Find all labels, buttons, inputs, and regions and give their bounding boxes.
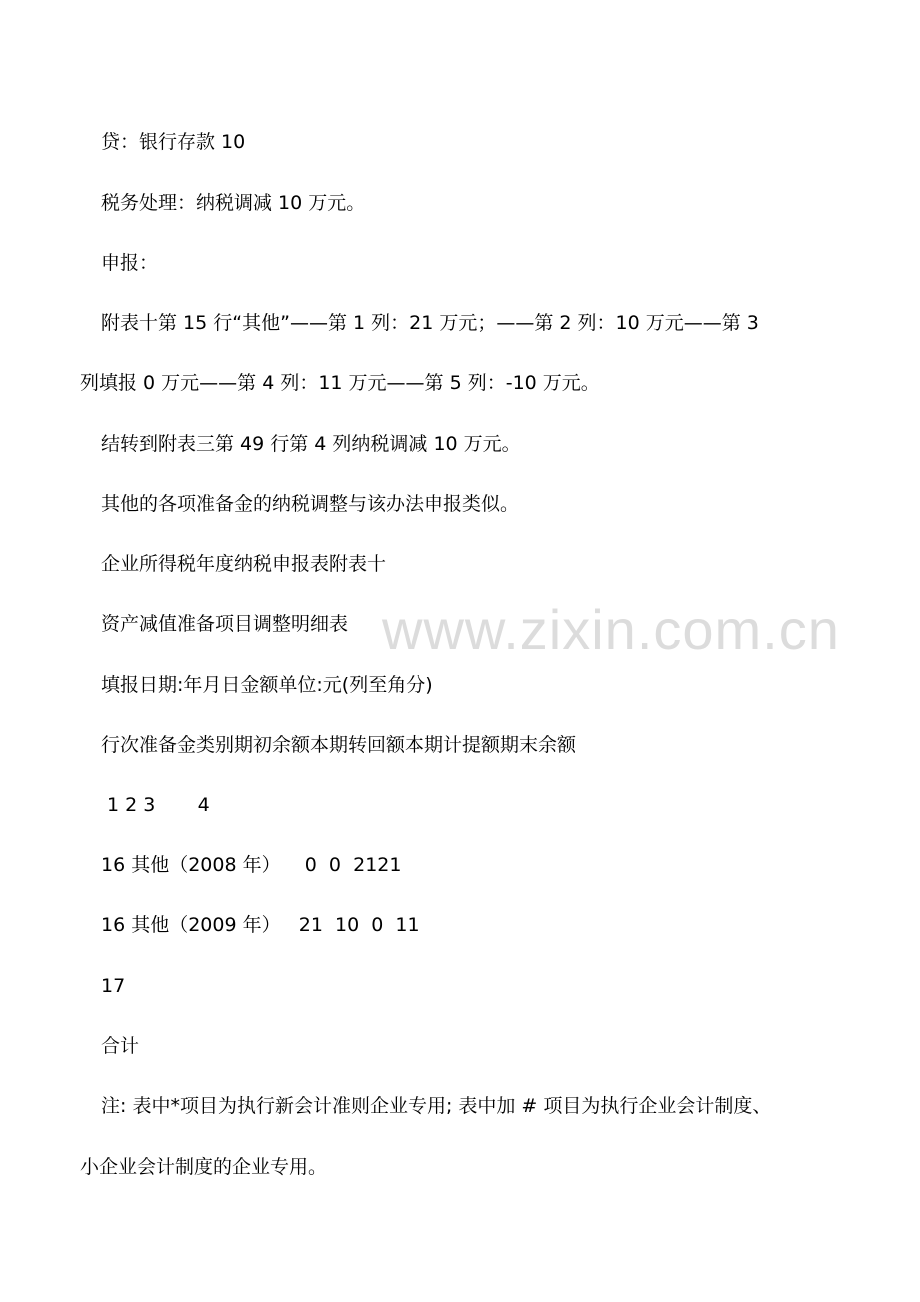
table-header-row: 行次准备金类别期初余额本期转回额本期计提额期末余额 [101, 734, 577, 756]
text-line-tax-treatment: 税务处理：纳税调减 10 万元。 [101, 192, 366, 214]
table-note: 注: 表中*项目为执行新会计准则企业专用; 表中加 # 项目为执行企业会计制度、 [101, 1095, 772, 1117]
text-line-credit-bank: 贷：银行存款 10 [101, 131, 246, 153]
table-subtitle: 资产减值准备项目调整明细表 [101, 613, 349, 635]
watermark: www.zixin.com.cn [382, 598, 840, 661]
text-line-carry-over: 结转到附表三第 49 行第 4 列纳税调减 10 万元。 [101, 433, 521, 455]
table-column-numbers: 1 2 3 4 [101, 794, 210, 816]
table-row-2008: 16 其他（2008 年） 0 0 2121 [101, 854, 402, 876]
text-line-other-reserves: 其他的各项准备金的纳税调整与该办法申报类似。 [101, 493, 520, 515]
table-row-17: 17 [101, 975, 126, 997]
table-fill-date: 填报日期:年月日金额单位:元(列至角分) [101, 674, 433, 696]
table-title: 企业所得税年度纳税申报表附表十 [101, 553, 387, 575]
text-line-schedule-ten-cont: 列填报 0 万元——第 4 列：11 万元——第 5 列：-10 万元。 [80, 372, 600, 394]
table-row-2009: 16 其他（2009 年） 21 10 0 11 [101, 914, 420, 936]
text-line-schedule-ten: 附表十第 15 行“其他”——第 1 列：21 万元；——第 2 列：10 万元——第 3 [101, 312, 759, 334]
table-row-total: 合计 [101, 1035, 140, 1057]
table-note-cont: 小企业会计制度的企业专用。 [80, 1156, 328, 1178]
text-line-declaration: 申报： [101, 252, 159, 274]
